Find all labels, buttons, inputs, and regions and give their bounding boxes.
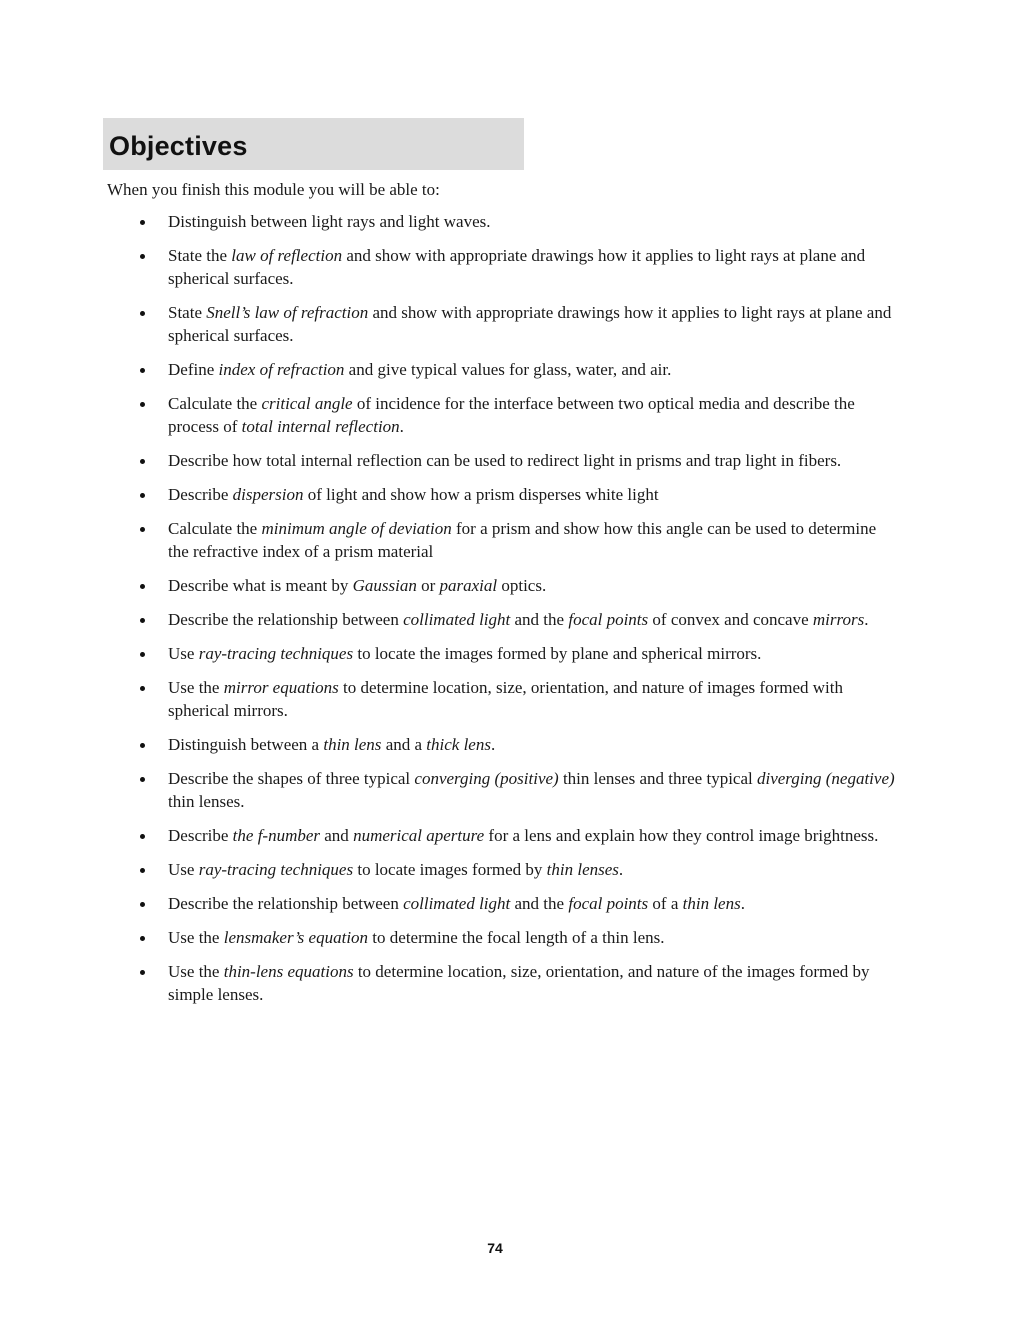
objective-term: mirror equations [223, 678, 339, 697]
objective-term: thin lens [682, 894, 741, 913]
objective-term: thin lens [323, 735, 382, 754]
objective-text: to determine location, size, orientation, and nature of images formed with spherical mirrors. [168, 678, 843, 720]
objective-term: total internal reflection [241, 417, 400, 436]
objective-text: of convex and concave [648, 610, 813, 629]
objective-item [107, 608, 897, 631]
objective-item [107, 824, 897, 847]
objective-term: lensmaker’s equation [223, 928, 369, 947]
bullet-icon [140, 868, 145, 873]
bullet-icon [140, 743, 145, 748]
objective-term: ray-tracing techniques [198, 860, 354, 879]
bullet-icon [140, 493, 145, 498]
objective-text: Calculate the [168, 519, 262, 538]
bullet-icon [140, 584, 145, 589]
intro-text: When you finish this module you will be able to: [107, 180, 440, 199]
objective-term: diverging (negative) [756, 769, 895, 788]
section-heading-band [103, 118, 524, 170]
bullet-icon [140, 936, 145, 941]
objective-term: critical angle [261, 394, 353, 413]
objective-item [107, 858, 897, 881]
objective-item [107, 392, 897, 438]
objective-text: Describe the relationship between [168, 894, 404, 913]
objective-term: law of reflection [231, 246, 343, 265]
objective-term: numerical aperture [353, 826, 485, 845]
objective-text: and show with appropriate drawings how it applies to light rays at plane and spherical surfaces. [168, 246, 866, 288]
objective-item [107, 960, 897, 1006]
objective-term: focal points [568, 894, 649, 913]
objective-text: State the [168, 246, 232, 265]
objective-term: collimated light [403, 894, 511, 913]
objective-text: thin lenses. [168, 792, 245, 811]
objective-text: Define [168, 360, 219, 379]
bullet-icon [140, 618, 145, 623]
objective-term: Snell’s law of refraction [206, 303, 369, 322]
objective-text: State [168, 303, 207, 322]
objective-text: of incidence for the interface between two optical media and describe the process of [168, 394, 855, 436]
objective-text: Use [168, 644, 199, 663]
objective-term: dispersion [232, 485, 304, 504]
objective-text: . [740, 894, 745, 913]
bullet-icon [140, 402, 145, 407]
objective-term: converging (positive) [414, 769, 559, 788]
section-heading: Objectives [109, 130, 248, 161]
bullet-icon [140, 254, 145, 259]
objective-text: to determine the focal length of a thin lens. [368, 928, 665, 947]
bullet-icon [140, 527, 145, 532]
objective-text: of light and show how a prism disperses white light [303, 485, 659, 504]
objective-text: Describe what is meant by [168, 576, 353, 595]
bullet-icon [140, 459, 145, 464]
objective-term: Gaussian [352, 576, 417, 595]
objective-text: for a lens and explain how they control image brightness. [484, 826, 879, 845]
objective-item [107, 926, 897, 949]
objective-text: and give typical values for glass, water, and air. [344, 360, 672, 379]
objective-text: Use [168, 860, 199, 879]
objective-item [107, 767, 897, 813]
objective-term: the f-number [232, 826, 321, 845]
objective-text: Use the [168, 678, 224, 697]
objective-item [107, 517, 897, 563]
bullet-icon [140, 686, 145, 691]
objective-text: thin lenses and three typical [558, 769, 757, 788]
objective-item [107, 244, 897, 290]
bullet-icon [140, 220, 145, 225]
objective-text: and a [381, 735, 427, 754]
objective-term: focal points [568, 610, 649, 629]
objective-text: Describe the relationship between [168, 610, 404, 629]
objective-text: . [618, 860, 624, 879]
objective-item [107, 676, 897, 722]
objective-text: and [320, 826, 354, 845]
objective-text: Distinguish between a [168, 735, 324, 754]
objective-term: thick lens [426, 735, 491, 754]
objective-term: index of refraction [218, 360, 345, 379]
objective-text: Use the [168, 962, 224, 981]
bullet-icon [140, 652, 145, 657]
objective-item [107, 733, 897, 756]
bullet-icon [140, 311, 145, 316]
objective-term: paraxial [439, 576, 498, 595]
bullet-icon [140, 368, 145, 373]
objective-text: Describe the shapes of three typical [168, 769, 415, 788]
objective-text: or [416, 576, 440, 595]
objective-text: Calculate the [168, 394, 262, 413]
objective-text: and show with appropriate drawings how it applies to light rays at plane and spherical surfaces. [168, 303, 892, 345]
objectives-list [107, 210, 897, 1017]
objective-text: and the [510, 894, 569, 913]
bullet-icon [140, 970, 145, 975]
bullet-icon [140, 777, 145, 782]
objective-term: thin lenses [546, 860, 619, 879]
objective-text: to determine location, size, orientation, and nature of the images formed by simple lenses. [168, 962, 870, 1004]
objective-item [107, 483, 897, 506]
bullet-icon [140, 902, 145, 907]
objective-item [107, 892, 897, 915]
objective-term: thin-lens equations [223, 962, 354, 981]
objective-text: . [490, 735, 496, 754]
bullet-icon [140, 834, 145, 839]
objective-term: mirrors [812, 610, 865, 629]
objective-item [107, 210, 897, 233]
objective-item [107, 358, 897, 381]
objective-term: collimated light [403, 610, 511, 629]
objective-text: to locate the images formed by plane and spherical mirrors. [353, 644, 762, 663]
objective-item [107, 574, 897, 597]
objective-text: for a prism and show how this angle can be used to determine the refractive index of a prism material [168, 519, 877, 561]
objective-text: Use the [168, 928, 224, 947]
objective-term: minimum angle of deviation [261, 519, 452, 538]
objective-text: Distinguish between light rays and light waves. [168, 212, 491, 231]
objective-text: optics. [497, 576, 547, 595]
objective-text: Describe how total internal reflection can be used to redirect light in prisms and trap light in fibers. [168, 451, 842, 470]
objective-text: Describe [168, 485, 233, 504]
objective-text: and the [510, 610, 569, 629]
objective-item [107, 301, 897, 347]
objective-text: of a [648, 894, 683, 913]
objective-text: . [399, 417, 404, 436]
objective-text: . [864, 610, 869, 629]
objective-term: ray-tracing techniques [198, 644, 354, 663]
page-number: 74 [487, 1240, 503, 1256]
objective-text: to locate images formed by [353, 860, 547, 879]
objective-item [107, 449, 897, 472]
objective-item [107, 642, 897, 665]
objective-text: Describe [168, 826, 233, 845]
